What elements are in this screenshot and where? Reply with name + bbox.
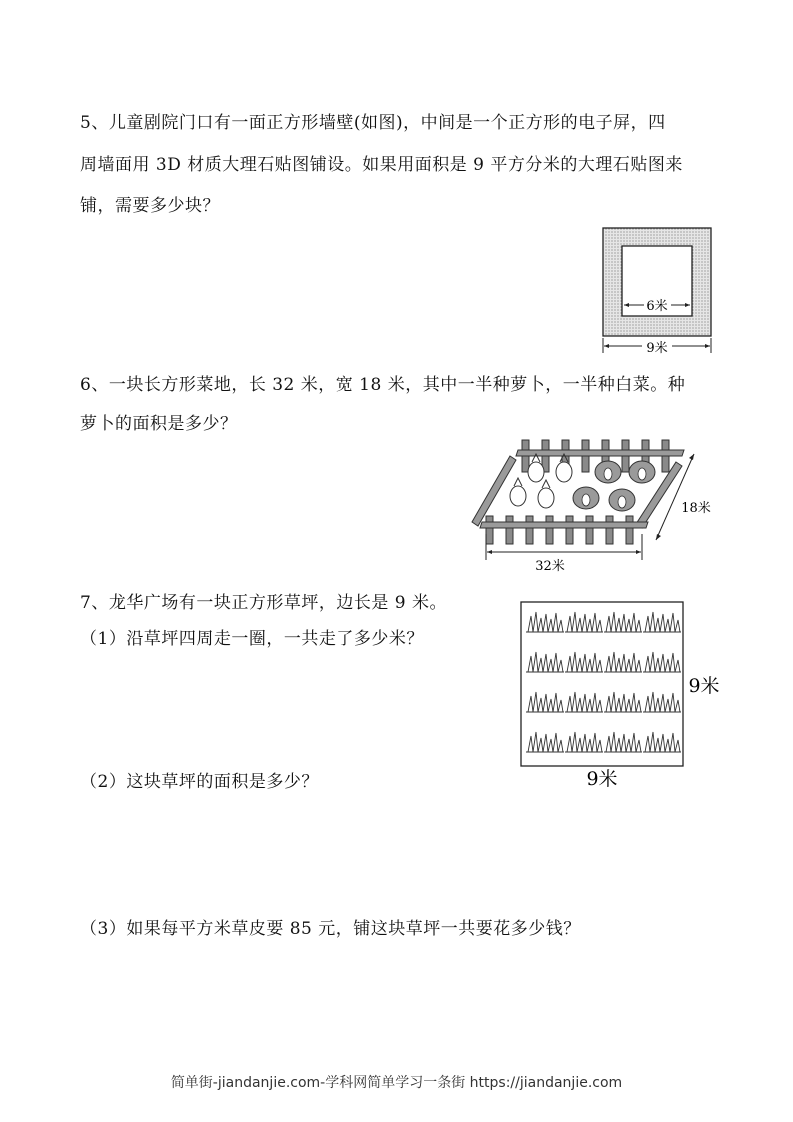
fence-posts-bottom: [486, 516, 633, 544]
q7-text-line1: 7、龙华广场有一块正方形草坪，边长是 9 米。: [80, 593, 447, 613]
q6-text-line2: 萝卜的面积是多少？: [80, 414, 238, 434]
q7-sub-question-1: （1）沿草坪四周走一圈，一共走了多少米？: [80, 629, 424, 649]
length-dimension-label: 32米: [535, 559, 565, 574]
q6-text-line1: 6、一块长方形菜地，长 32 米，宽 18 米，其中一半种萝卜，一半种白菜。种: [80, 375, 686, 395]
q5-text-line1: 5、儿童剧院门口有一面正方形墙壁(如图)，中间是一个正方形的电子屏，四: [80, 113, 666, 133]
outer-dimension-label: 9米: [646, 341, 668, 356]
q7-lawn-figure: [518, 600, 728, 790]
inner-dimension-label: 6米: [646, 299, 668, 314]
width-dimension-label: 18米: [681, 501, 711, 516]
q7-sub-question-2: （2）这块草坪的面积是多少？: [80, 772, 319, 792]
q6-vegetable-field-figure: [466, 432, 726, 577]
q7-sub-question-3: （3）如果每平方米草皮要 85 元，铺这块草坪一共要花多少钱？: [80, 919, 581, 939]
q5-text-line3: 铺，需要多少块？: [80, 196, 220, 216]
q5-wall-figure: [596, 225, 718, 357]
lawn-side-label: 9米: [688, 675, 720, 697]
q5-text-line2: 周墙面用 3D 材质大理石贴图铺设。如果用面积是 9 平方分米的大理石贴图来: [80, 155, 683, 175]
lawn-bottom-label: 9米: [586, 768, 618, 790]
page-footer: 简单街-jiandanjie.com-学科网简单学习一条街 https://jiandanjie.com: [170, 1075, 623, 1091]
radish-icons: [510, 454, 572, 508]
